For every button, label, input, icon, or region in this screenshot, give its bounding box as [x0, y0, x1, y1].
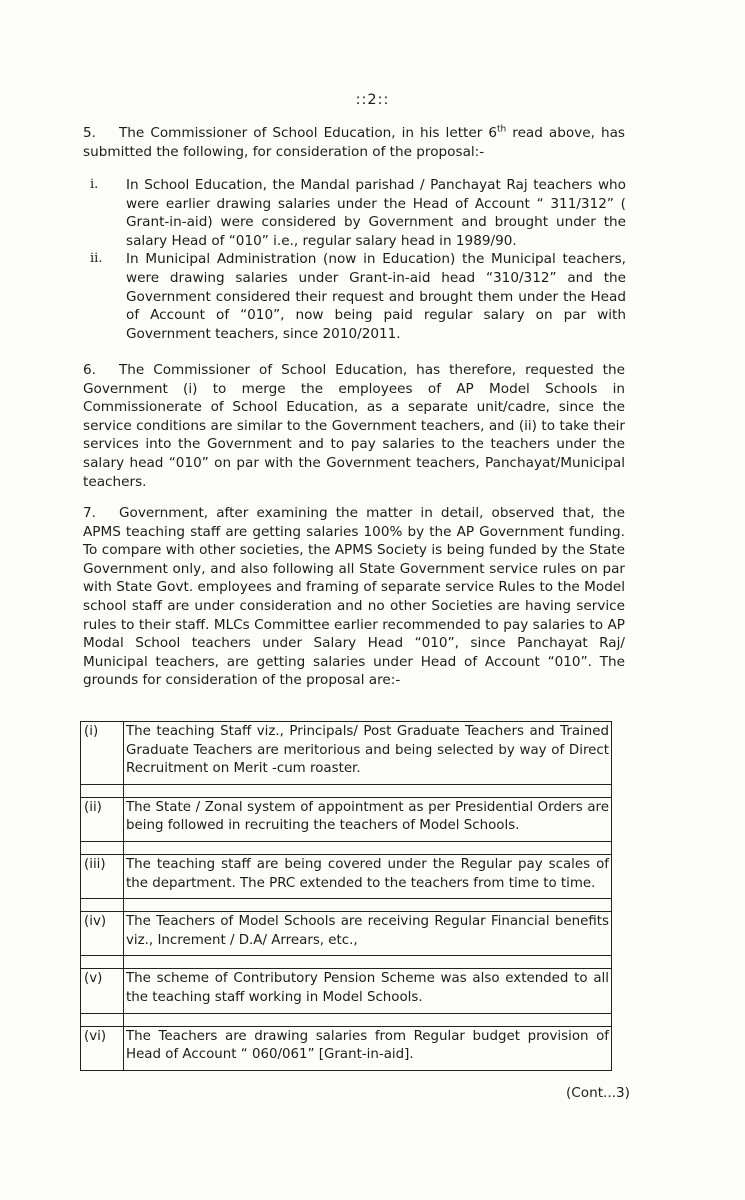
paragraph-7	[83, 504, 625, 690]
page-number: ::2::	[355, 92, 390, 108]
paragraph-number: 6.	[83, 362, 96, 378]
paragraph-text: Government, after examining the matter in detail, observed that, the APMS teaching staff are getting salaries 100% by the AP Government funding. To compare with other societies, the APMS Society is being funded by the State Government only, and also following all State Government service rules on par with State Govt. employees and framing of separate service Rules to the Model school staff are under consideration and no other Societies are having service rules to their staff. MLCs Committee earlier recommended to pay salaries to AP Modal School teachers under Salary Head “010”, since Panchayat Raj/ Municipal teachers, are getting salaries under Head of Account “010”. The grounds for consideration of the proposal are:-	[83, 505, 625, 689]
paragraph-5	[83, 124, 625, 161]
continuation-note: (Cont...3)	[566, 1085, 630, 1101]
paragraph-5-list	[90, 176, 626, 343]
row-index: (v)	[81, 969, 124, 1013]
superscript: th	[497, 124, 507, 135]
table-row	[81, 797, 612, 841]
row-text: The scheme of Contributory Pension Scheme was also extended to all the teaching staff working in Model Schools.	[124, 969, 612, 1013]
table-row	[81, 1026, 612, 1070]
row-text: The Teachers are drawing salaries from Regular budget provision of Head of Account “ 060/061” [Grant-in-aid].	[124, 1026, 612, 1070]
row-text: The Teachers of Model Schools are receiving Regular Financial benefits viz., Increment / D.A/ Arrears, etc.,	[124, 912, 612, 956]
list-item	[90, 250, 626, 343]
row-index: (i)	[81, 722, 124, 785]
list-item	[90, 176, 626, 250]
row-index: (iii)	[81, 854, 124, 898]
table-row	[81, 969, 612, 1013]
paragraph-number: 7.	[83, 505, 96, 521]
row-text: The State / Zonal system of appointment as per Presidential Orders are being followed in recruiting the teachers of Model Schools.	[124, 797, 612, 841]
paragraph-text: The Commissioner of School Education, has therefore, requested the Government (i) to merge the employees of AP Model Schools in Commissionerate of School Education, as a separate unit/cadre, since the service conditions are similar to the Government teachers, and (ii) to take their services into the Government and to pay salaries to the teachers under the salary head “010” on par with the Government teachers, Panchayat/Municipal teachers.	[83, 362, 625, 490]
row-index: (vi)	[81, 1026, 124, 1070]
paragraph-6	[83, 361, 625, 491]
table-row	[81, 912, 612, 956]
list-marker: ii.	[90, 251, 103, 267]
row-index: (iv)	[81, 912, 124, 956]
list-item-text: In School Education, the Mandal parishad / Panchayat Raj teachers who were earlier drawing salaries under the Head of Account “ 311/312” ( Grant-in-aid) were considered by Government and brought under the salary Head of “010” i.e., regular salary head in 1989/90.	[126, 177, 626, 249]
list-marker: i.	[90, 177, 99, 192]
table-row	[81, 854, 612, 898]
row-text: The teaching Staff viz., Principals/ Post Graduate Teachers and Trained Graduate Teachers are meritorious and being selected by way of Direct Recruitment on Merit -cum roaster.	[124, 722, 612, 785]
list-item-text: In Municipal Administration (now in Education) the Municipal teachers, were drawing salaries under Grant-in-aid head “310/312” and the Government considered their request and brought them under the Head of Account of “010”, now being paid regular salary on par with Government teachers, since 2010/2011.	[126, 251, 626, 342]
paragraph-number: 5.	[83, 125, 96, 141]
row-index: (ii)	[81, 797, 124, 841]
grounds-table	[80, 721, 612, 1071]
paragraph-text-cont: read above, has submitted the following, for consideration of the proposal:-	[83, 125, 625, 160]
table-row	[81, 722, 612, 785]
row-text: The teaching staff are being covered under the Regular pay scales of the department. The PRC extended to the teachers from time to time.	[124, 854, 612, 898]
paragraph-text: The Commissioner of School Education, in his letter 6	[119, 125, 497, 141]
